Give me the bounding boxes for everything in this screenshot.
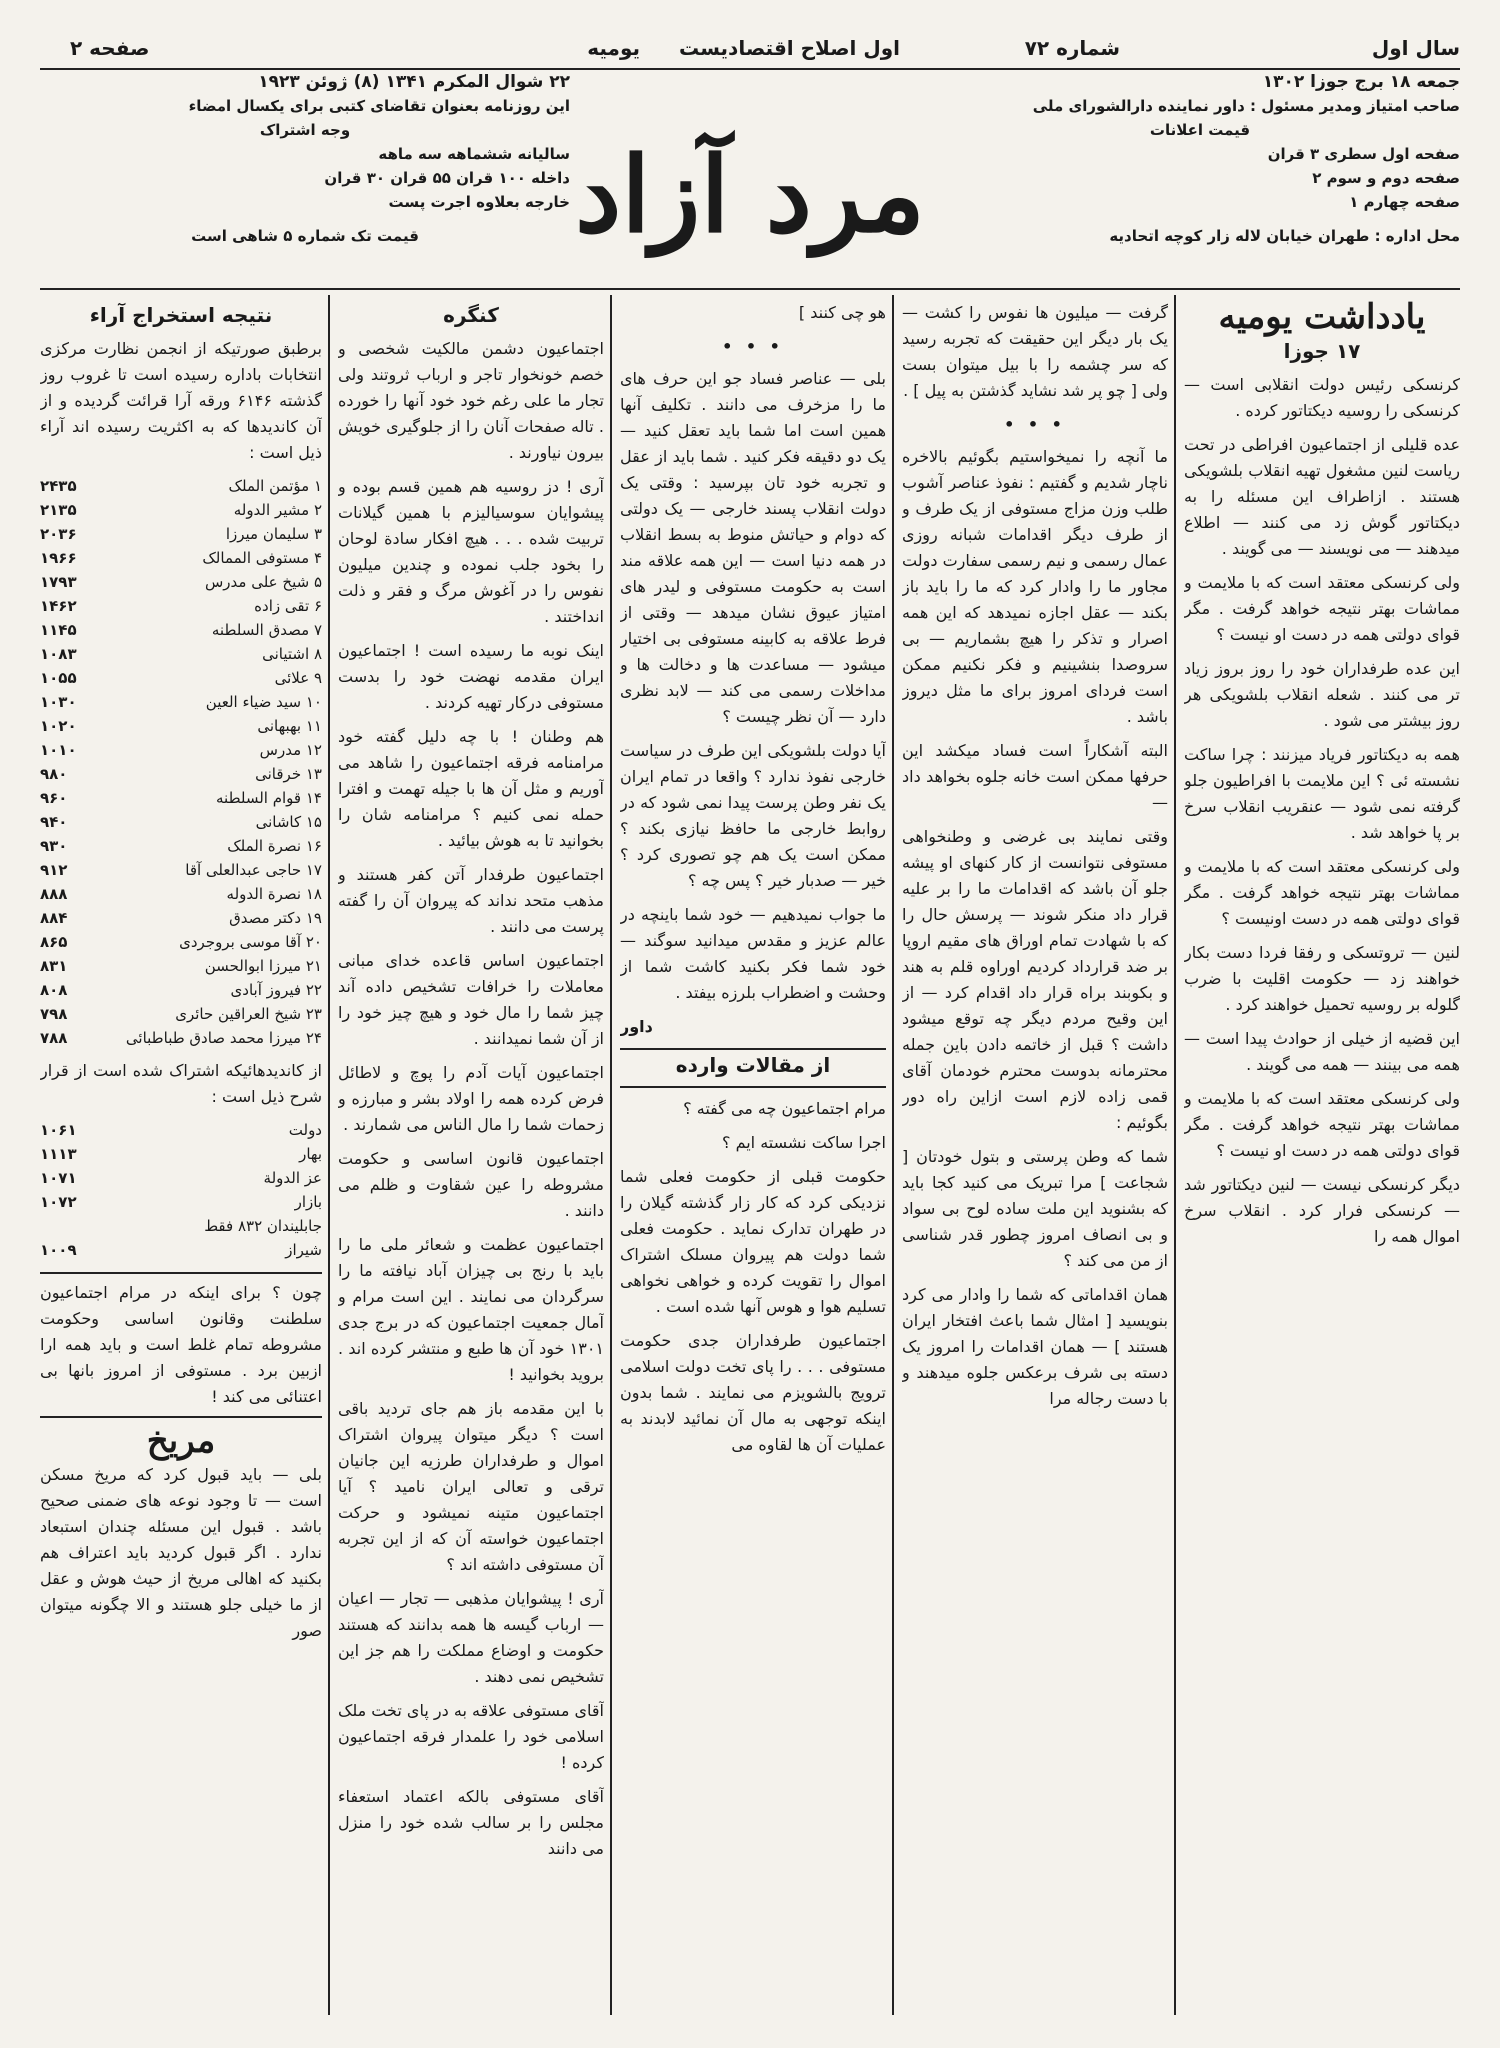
candidate-name: ۲۲ فیروز آبادی (230, 981, 322, 999)
candidate-name: ۱۱ بهبهانی (257, 717, 322, 735)
column-divider-4 (328, 295, 330, 2015)
candidate-name: ۲۳ شیخ العراقین حائری (175, 1005, 322, 1023)
paragraph: اجتماعیون دشمن مالکیت شخصی و خصم خونخوار تاجر و ارباب ثروتند ولی تجار ما علی رغم خود خود آنها را خورده . تاله صفحات آنان را از جلوگیری خویش بیرون نیاورند . (338, 339, 604, 462)
vote-count: ۱۴۶۲ (40, 597, 77, 615)
paragraph: همه به دیکتاتور فریاد میزنند : چرا ساکت نشسته ئی ؟ این ملایمت با افراطیون جلو گرفته نمی شود — عنقریب انقلاب سرخ بر پا خواهد شد . (1184, 745, 1460, 842)
paragraph: چون ؟ برای اینکه در مرام اجتماعیون سلطنت وقانون اساسی وحکومت مشروطه تمام غلط است و باید همه ارا ازبین برد . مستوفی از امروز بانها بی اعتنائی می کند ! (40, 1283, 322, 1406)
single-issue-price: قیمت تک شماره ۵ شاهی است (191, 227, 419, 245)
paragraph: اجرا ساکت نشسته ایم ؟ (721, 1133, 886, 1152)
vote-count: ۸۸۴ (40, 909, 68, 927)
result-row (40, 906, 322, 930)
paragraph: هم وطنان ! با چه دلیل گفته خود مرامنامه فرقه اجتماعیون را شاهد می آوریم و مثل آن ها با جیله تهمت و افترا حمله نمی کنیم ؟ مرامنامه شان را بخوانید تا به هوش بیائید . (338, 727, 604, 850)
result-row (40, 1026, 322, 1050)
result-row (40, 642, 322, 666)
result-row (40, 786, 322, 810)
column-daily-note (1184, 300, 1460, 2015)
candidate-name: عز الدولة (263, 1169, 322, 1187)
paragraph: اینک نوبه ما رسیده است ! اجتماعیون ایران مقدمه نهضت خود را بدست مستوفی درکار تهیه کردند . (338, 641, 604, 712)
paragraph: ولی کرنسکی معتقد است که با ملایمت و مماشات بهتر نتیجه خواهد گرفت . مگر قوای دولتی همه در دست او نیست ؟ (1184, 1089, 1460, 1160)
candidate-name: ۱۹ دکتر مصدق (229, 909, 322, 927)
election-results-list (40, 474, 322, 1050)
vote-count: ۹۴۰ (40, 813, 68, 831)
paragraph: با این مقدمه باز هم جای تردید باقی است ؟ دیگر میتوان پیروان اشتراک اموال و طرفداران طرزیه این جانیان ترقی و تعالی ایران نامید ؟ آیا اجتماعیون متینه نمیشود و حرکت اجتماعیون خواسته آن که از این تجربه آن مستوفی داشته اند ؟ (338, 1399, 604, 1574)
subscription-domestic: داخله ۱۰۰ قران ۵۵ قران ۳۰ قران (324, 169, 570, 187)
subscription-notice-1: این روزنامه بعنوان تقاضای کتبی برای یکسال امضاء (188, 97, 570, 115)
candidate-name: ۱ مؤتمن الملک (228, 477, 322, 495)
result-row (40, 810, 322, 834)
paragraph: برطبق صورتیکه از انجمن نظارت مرکزی انتخابات باداره رسیده است تا غروب روز گذشته ۶۱۴۶ ورقه آرا قرائت گردیده و از آن کاندیدها که به اکثریت رسیده اند آراء ذیل است : (40, 339, 322, 462)
first-reform-line: اول اصلاح اقتصادیست (679, 36, 900, 60)
daily-label: یومیه (587, 36, 640, 60)
vote-count: ۷۸۸ (40, 1029, 68, 1047)
vote-count: ۱۰۸۳ (40, 645, 77, 663)
vote-count: ۱۷۹۳ (40, 573, 77, 591)
paragraph: این عده طرفداران خود را روز بروز زیاد تر می کنند . شعله انقلاب بلشویکی هر روز بیشتر می شود . (1184, 659, 1460, 730)
vote-count: ۱۰۵۵ (40, 669, 77, 687)
paragraph: مرام اجتماعیون چه می گفته ؟ (683, 1099, 886, 1118)
paragraph: آقای مستوفی بالکه اعتماد استعفاء مجلس را بر سالب شده خود را منزل می دانند (338, 1787, 604, 1858)
paragraph: آری ! پیشوایان مذهبی — تجار — اعیان — ارباب گیسه ها همه بدانند که هستند حکومت و اوضاع مملکت را هم جز این تشخیص نمی دهند . (338, 1589, 604, 1686)
paragraph: اجتماعیون طرفدار آتن کفر هستند و مذهب متحد نداند که پیروان آن را گفته پرست می دانند . (338, 865, 604, 936)
signature: داور (620, 1017, 653, 1036)
vote-count: ۱۰۱۰ (40, 741, 77, 759)
vote-count: ۱۱۱۳ (40, 1145, 77, 1163)
result-row (40, 954, 322, 978)
vote-count: ۸۳۱ (40, 957, 68, 975)
result-row (40, 1238, 322, 1262)
vote-count: ۸۰۸ (40, 981, 68, 999)
header-date: جمعه ۱۸ برج جوزا ۱۳۰۲ (1262, 72, 1460, 92)
candidate-name: ۱۷ حاجی عبدالعلی آقا (185, 861, 322, 879)
paragraph: هو چی کنند ] (798, 303, 886, 322)
header-rule (40, 288, 1460, 290)
candidate-name: ۲۴ میرزا محمد صادق طباطبائی (125, 1029, 322, 1047)
office-address: محل اداره : طهران خیابان لاله زار کوچه اتحادیه (1109, 227, 1460, 245)
result-row (40, 570, 322, 594)
result-row (40, 1190, 322, 1214)
paragraph: اجتماعیون طرفداران جدی حکومت مستوفی . . . را پای تخت دولت اسلامی ترویج بالشویزم می نمایند . شما بدون اینکه توجهی به مال آن نمائید لابدند به عملیات آن ها لقاوه می (620, 1331, 886, 1454)
paragraph: اجتماعیون قانون اساسی و حکومت مشروطه را عین شقاوت و ظلم می دانند . (338, 1149, 604, 1220)
masthead-area (40, 70, 1460, 270)
paragraph: کرنسکی رئیس دولت انقلابی است — کرنسکی را روسیه دیکتاتور کرده . (1184, 375, 1460, 420)
result-row (40, 594, 322, 618)
paragraph: ولی کرنسکی معتقد است که با ملایمت و مماشات بهتر نتیجه خواهد گرفت . مگر قوای دولتی همه در دست اونیست ؟ (1184, 857, 1460, 928)
vote-count: ۸۶۵ (40, 933, 68, 951)
masthead-title: مرد آزاد (575, 133, 925, 256)
paragraph: گرفت — میلیون ها نفوس را کشت — یک بار دیگر این حقیقت که تجربه رسید که سر چشمه را با بیل میتوان بست ولی [ چو پر شد نشاید گذشتن به پیل ] . (902, 303, 1168, 400)
paragraph: ولی کرنسکی معتقد است که با ملایمت و مماشات بهتر نتیجه خواهد گرفت . مگر قوای دولتی همه در دست او نیست ؟ (1184, 573, 1460, 644)
candidate-name: ۱۸ نصرة الدوله (226, 885, 322, 903)
vote-count: ۷۹۸ (40, 1005, 68, 1023)
paragraph: بلی — باید قبول کرد که مریخ مسکن است — تا وجود نوعه های ضمنی صحیح باشد . قبول این مسئله چندان استبعاد ندارد . اگر قبول کردید باید اعتراف هم بکنید که اهالی مریخ از حیث هوش و عقل از ما خیلی جلو هستند و الا چگونه میتوان صور (40, 1465, 322, 1640)
section-box (620, 1048, 886, 1088)
paragraph: دیگر کرنسکی نیست — لنین دیکتاتور شد — کرنسکی فرار کرد . انقلاب سرخ اموال همه را (1184, 1175, 1460, 1246)
column-article-4 (338, 300, 604, 2015)
candidate-name: ۲ مشیر الدوله (233, 501, 322, 519)
paragraph: البته آشکاراً است فساد میکشد این حرفها ممکن است خانه جلوه بخواهد داد — (902, 741, 1168, 812)
vote-count: ۱۰۲۰ (40, 717, 77, 735)
candidate-name: ۶ تقی زاده (254, 597, 322, 615)
mariekh-title: مریخ (146, 1421, 216, 1461)
vote-count: ۲۴۳۵ (40, 477, 77, 495)
column-article-3 (620, 300, 886, 2015)
candidate-name: دولت (288, 1121, 322, 1139)
candidate-name: ۸ اشتیانی (262, 645, 322, 663)
paragraph: این قضیه از خیلی از حوادث پیدا است — همه می بینند — همه می گویند . (1184, 1029, 1460, 1074)
column-article-2 (902, 300, 1168, 2015)
paragraph: اجتماعیون عظمت و شعائر ملی ما را باید با رنج بی چیزان آباد نیافته ما را سرگردان می نمایند . این است مرام و آمال جمعیت اجتماعیون که در برج جدی ۱۳۰۱ خود آن ها طبع و منتشر کرده اند . بروید بخوانید ! (338, 1235, 604, 1384)
result-row (40, 474, 322, 498)
ad-rate-page1: صفحه اول سطری ۳ قران (1267, 145, 1460, 163)
paragraph: شما که وطن پرستی و بتول خودتان [ شجاعت ] مرا تبریک می کنید کجا باید که بشنوید این ملت ساده لوح بی سواد و بی انصاف امروز چطور قدر شناسی از من می کند ؟ (902, 1147, 1168, 1270)
column-election-results (40, 300, 322, 2015)
candidate-name: ۱۳ خرقانی (255, 765, 322, 783)
vote-count: ۹۱۲ (40, 861, 68, 879)
vote-count: ۱۰۶۱ (40, 1121, 77, 1139)
daily-note-date: ۱۷ جوزا (1283, 339, 1361, 363)
vote-count: ۱۱۴۵ (40, 621, 77, 639)
result-row (40, 690, 322, 714)
result-row (40, 498, 322, 522)
vote-count: ۱۹۶۶ (40, 549, 77, 567)
candidate-name: بهار (299, 1145, 322, 1163)
ad-rate-page4: صفحه چهارم ۱ (1349, 193, 1460, 211)
result-row (40, 882, 322, 906)
paragraph: از کاندیدهائیکه اشتراک شده است از قرار شرح ذیل است : (40, 1061, 322, 1106)
vote-count: ۱۰۷۲ (40, 1193, 77, 1211)
subscription-notice-2: وجه اشتراک (259, 121, 351, 139)
paragraph: آری ! دز روسیه هم همین قسم بوده و پیشوایان سوسیالیزم با همین گیلانات تربیت شده . . . هیچ افکار سادة لوحان را بخود جلب نموده و چندین میلیون نفوس را در آغوش مرگ و فقر و ذلت انداختند . (338, 477, 604, 626)
top-info-line (40, 36, 1460, 66)
paragraph: حکومت قبلی از حکومت فعلی شما نزدیکی کرد که کار زار گذشته گیلان را در طهران تدارک نماید . حکومت فعلی شما دولت هم پیروان مسلک اشتراک اموال را تقویت کرده و خواهی نخواهی تسلیم هوا و هوس آنها شده است . (620, 1167, 886, 1316)
paragraph: اجتماعیون اساس قاعده خدای مبانی معاملات را خرافات تشخیص داده آند چیز شما را مال خود و هیچ چیز خود را از آن شما نمیدانند . (338, 951, 604, 1048)
paragraph: ما جواب نمیدهیم — خود شما باینچه در عالم عزیز و مقدس میدانید سوگند — خود شما فکر بکنید کاشت شما از وحشت و اضطراب بلرزه بیفتد . (620, 905, 886, 1002)
candidate-name: ۴ مستوفی الممالک (202, 549, 322, 567)
section-title: از مقالات وارده (675, 1053, 831, 1077)
vote-count: ۸۸۸ (40, 885, 68, 903)
candidate-name: شیراز (285, 1241, 322, 1259)
result-row (40, 714, 322, 738)
candidate-name: ۳ سلیمان میرزا (225, 525, 322, 543)
ad-rates-title: قیمت اعلانات (1149, 121, 1251, 139)
candidate-name: ۵ شیخ علی مدرس (204, 573, 322, 591)
year-label: سال اول (1371, 36, 1460, 60)
header-owner: صاحب امتیاز ومدیر مسئول : داور نماینده دارالشورای ملی (1032, 97, 1460, 115)
paragraph: اجتماعیون آیات آدم را پوچ و لاطائل فرض کرده همه را اولاد بشر و مبارزه و زحمات شما را مال الناس می شمارند . (338, 1063, 604, 1134)
candidate-name: ۱۶ نصرة الملک (227, 837, 322, 855)
top-rule (40, 68, 1460, 70)
candidate-name: ۷ مصدق السلطنه (211, 621, 322, 639)
result-row (40, 762, 322, 786)
result-row (40, 618, 322, 642)
column-divider-1 (1174, 295, 1176, 2015)
section-separator: • • • (1004, 415, 1066, 434)
candidate-name: بازار (294, 1193, 322, 1211)
vote-count: ۱۰۰۹ (40, 1241, 77, 1259)
paragraph: بلی — عناصر فساد جو این حرف های ما را مزخرف می دانند . تکلیف آنها همین است اما شما باید تعقل کنید — یک دو دقیقه فکر کنید . شما باید از عقل و تجربه خود تان بپرسید : وقتی یک دولت انقلاب پسند خارجی — یک دولتی که دوام و حیاتش منوط به بسط انقلاب در همه دنیا است — این همه علاقه مند است به حکومت مستوفی و لیدر های امتیاز عیوق نشان میدهد — وقتی از فرط علاقه به کابینه مستوفی بی اختیار میشود — مساعدت ها و دخالت ها و مداخلات رسمی می کند — لابد نظری دارد — آن نظر چیست ؟ (620, 369, 886, 726)
paragraph: وقتی نمایند بی غرضی و وطنخواهی مستوفی نتوانست از کار کنهای او پیشه جلو آن باشد که اقدامات ما را بر علیه قرار داد منکر شوند — پرسش حال را که با شهادت تمام اوراق های مقیم اروپا بر ضد قرارداد کردیم اوراوه قلم به هند و بکوبند براه قرار داد اقدام کرد — از این وقیح مردم دیگر چه توقع میشود داشت ؟ قبل از خاتمه دادن باین جمله محترمانه بدوست محترم خودمان آقای قمی زاده لازم است ازاین راه دور بگوئیم : (902, 827, 1168, 1132)
section-separator: • • • (722, 337, 784, 356)
notice-box (40, 1272, 322, 1418)
candidate-name: ۱۲ مدرس (259, 741, 322, 759)
paragraph: ما آنچه را نمیخواستیم بگوئیم بالاخره ناچار شدیم و گفتیم : نفوذ عناصر آشوب طلب وزن مزاج مستوفی از یک طرف و از طرف دیگر اقدامات شبانه روزی عمال رسمی و نیم رسمی سفارت دولت مجاور ما را وادار کرد که ما را باید باز بکند — عقل اجازه نمیدهد که این همه اصرار و تذکر را هیچ بشماریم — بی سروصدا بنشینیم و فکر نکنیم ممکن است فردای امروز برای ما مثل دیروز باشد . (902, 447, 1168, 726)
result-row (40, 1214, 322, 1238)
paragraph: لنین — تروتسکی و رفقا فردا دست بکار خواهند زد — حکومت اقلیت با ضرب گلوله بر روسیه تحمیل خواهند کرد . (1184, 943, 1460, 1014)
result-row (40, 1142, 322, 1166)
vote-count: ۱۰۳۰ (40, 693, 77, 711)
issue-number: شماره ۷۲ (1024, 36, 1120, 60)
header-left-box (40, 70, 570, 248)
vote-count: ۲۰۳۶ (40, 525, 77, 543)
newspaper-page (40, 20, 1460, 2020)
paragraph: آیا دولت بلشویکی این طرف در سیاست خارجی نفوذ ندارد ؟ واقعا در تمام ایران یک نفر وطن پرست پیدا نمی شود که در روابط خارجی ما حافظ نیازی بکند ؟ ممکن است یک هم چو تصوری کرد ؟ خیر — صدبار خیر ؟ پس چه ؟ (620, 741, 886, 890)
subscription-foreign: خارجه بعلاوه اجرت پست (388, 193, 570, 211)
vote-count: ۱۰۷۱ (40, 1169, 77, 1187)
result-row (40, 930, 322, 954)
column-divider-2 (892, 295, 894, 2015)
column-divider-3 (610, 295, 612, 2015)
vote-count: ۲۱۳۵ (40, 501, 77, 519)
paragraph: همان اقداماتی که شما را وادار می کرد بنویسید [ امثال شما باعث افتخار ایران هستند ] — همان اقدامات را امروز یک دسته بی شرف برعکس جلوه میدهند و با دست رجاله مرا (902, 1285, 1168, 1408)
vote-count: ۹۸۰ (40, 765, 68, 783)
vote-count: ۹۳۰ (40, 837, 68, 855)
result-row (40, 546, 322, 570)
result-row (40, 978, 322, 1002)
vote-count: ۹۶۰ (40, 789, 68, 807)
subscription-header: سالیانه ششماهه سه ماهه (378, 145, 570, 163)
election-title: نتیجه استخراج آراء (89, 303, 273, 327)
result-row (40, 858, 322, 882)
paragraph: آقای مستوفی علاقه به در پای تخت ملک اسلامی خود را علمدار فرقه اجتماعیون کرده ! (338, 1701, 604, 1772)
page-number: صفحه ۲ (70, 36, 150, 60)
result-row (40, 666, 322, 690)
candidate-name: ۹ علائی (274, 669, 322, 687)
candidate-name: جابلیندان ۸۳۲ فقط (204, 1217, 322, 1235)
result-row (40, 738, 322, 762)
candidate-name: ۱۴ قوام السلطنه (216, 789, 322, 807)
candidate-name: ۱۰ سید ضیاء العین (205, 693, 322, 711)
ad-rate-page23: صفحه دوم و سوم ۲ (1312, 169, 1460, 187)
result-row (40, 1118, 322, 1142)
result-row (40, 522, 322, 546)
candidate-name: ۲۱ میرزا ابوالحسن (204, 957, 322, 975)
header-right-box (940, 70, 1460, 248)
result-row (40, 1002, 322, 1026)
result-row (40, 834, 322, 858)
header-date-hijri: ۲۲ شوال المکرم ۱۳۴۱ (۸) ژوئن ۱۹۲۳ (258, 72, 570, 92)
column-title: کنگره (443, 303, 499, 327)
daily-note-title: یادداشت یومیه (1218, 300, 1426, 337)
candidate-name: ۱۵ کاشانی (255, 813, 322, 831)
paragraph: عده قلیلی از اجتماعیون افراطی در تحت ریاست لنین مشغول تهیه انقلاب بلشویکی هستند . ازاطراف این مسئله را به دیکتاتور گوش زد می کنند — اطلاع میدهند — می نویسند — می گویند . (1184, 435, 1460, 558)
candidate-name: ۲۰ آقا موسی بروجردی (179, 933, 322, 951)
result-row (40, 1166, 322, 1190)
extra-results-list (40, 1118, 322, 1262)
